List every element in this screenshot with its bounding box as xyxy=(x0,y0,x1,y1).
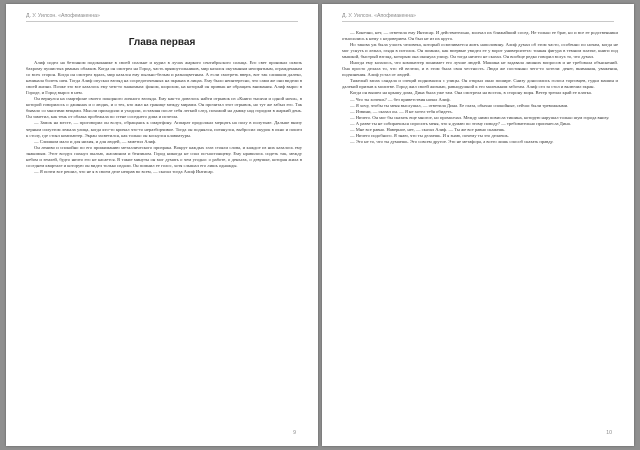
right-page-text xyxy=(342,30,618,145)
paragraph: — Извини, — сказал он. — Я не хотел тебя обидеть. xyxy=(350,108,453,114)
chapter-title: Глава первая xyxy=(128,37,196,48)
paragraph: — Я почти все решил, что не я в своем деле неправ во всем, — сказал тогда Алиф Интисар. xyxy=(34,168,214,174)
paragraph: Он вернулся на смартфоне своего покорного личного взгляда. Ему как-то довелось найти отрывок из «Книги тысячи и одной ночи», в которой говорилось о джиннах и о людях, и о тех, кто жил на границе между мирами. Он прочитал этот отрывок, но тут же забыл его. Так бывало со многими вещами. Мысли приходили и уходили, оставляя после себя легкий след, похожий на дымку над городом в жаркий день. Он заметил, как тень от облака пробежала по стене соседнего дома и исчезла. xyxy=(26,96,302,120)
running-head-left: Д. У. Уилсон. «Апофеиакенна» xyxy=(26,13,298,22)
paragraph: — Ничего. Он мог бы сказать еще многое, но промолчал. Между ними повисла тишина, которую нарушал только шум города внизу. xyxy=(350,114,610,120)
page-number-right: 10 xyxy=(606,430,612,436)
left-page xyxy=(6,4,318,446)
paragraph: Тяжелый запах сандала и специй поднимался с улицы. Он открыл окно пошире. Снизу доносились голоса торговцев, гудки машин и далекий призыв к молитве. Город жил своей жизнью, равнодушной к его маленьким заботам. Алиф сел за стол и включил экран. xyxy=(342,78,618,90)
paragraph: Алиф сидел на бетонном подоконнике в своей спальне и курил в лучах жаркого сентябрьского солнца. Его свет проникал сквозь бахрому пушистых рваных облаков. Когда он смотрел на Город, часть прямоугольников, мир казался окутанным неопрятным, огражденным со всех сторон. Когда он смотрел вдаль, мир казался ему пыльно-белым и разноцветным. А если смотреть вверх, вот так слишком далеко, начинала болеть шея. Тогда Алиф опускал взгляд на сосредоточенных на экранах в лицах. Ему было неинтересно, что сами же они видели в своей жизни. Позже это все казалось ему чем-то знакомым: фоном, шорохом, на который он привык не обращать внимания. Алиф вырос в Городе, и Город вырос в нем. xyxy=(26,60,302,96)
paragraph: — Ничего подобного. Я знаю, что ты делаешь. И я знаю, почему ты это делаешь. xyxy=(350,132,509,138)
paragraph: Он лениво и спокойно по его прижиманию металлического призрака. Вокруг каждых глаз стояли слова, и каждое из них казалось ему знакомым. Этот воздух пахнул пылью, жасмином и бензином. Город никогда не спал по-настоящему. Ему нравилось сидеть так, между небом и землей, будто ничто его не касается. В такие минуты он мог думать о чем угодно: о работе, о деньгах, о девушке, которая жила в соседнем квартале и которую он видел только издали. Он помнил ее голос, хотя слышал его лишь однажды. xyxy=(26,144,302,168)
paragraph: — Это не то, что ты думаешь. Это совсем другое. Это не метафора, а всего лишь способ сказать правду. xyxy=(350,138,554,144)
paragraph: Но такова уж была участь человека, который осмеливается жить наполовину. Алиф думал об этом часто, особенно по ночам, когда не мог уснуть и лежал, глядя в потолок. Он помнил, как впервые увидел ее у ворот университета: тонкая фигура в темном платке, книги под мышкой, быстрый взгляд, которым она окинула улицу. Он тогда ничего не сказал. Он вообще редко говорил вслух то, что думал. xyxy=(342,42,618,60)
paragraph: — Замок на месте, — проговорил он вслух, обращаясь к смартфону. Аппарат продолжал мерцать на полу в полутьме. Дальше внизу черным силуэтом лежала улица, когда кто-то кричал что-то неразборчивое. Тогда он поднялся, потянулся, выбросил окурок в окно и пошел к столу, где стоял компьютер. Экран засветился, как только он коснулся клавиатуры. xyxy=(26,120,302,138)
paragraph: — Мне все равно. Наверное, нет, — сказал Алиф. — Ты же все равно скажешь. xyxy=(350,126,506,132)
paragraph: Когда он вышел на крышу дома, Дина была уже там. Она смотрела на восток, в сторону моря. Ветер трепал край ее платка. xyxy=(350,90,592,96)
left-page-text xyxy=(26,60,302,175)
paragraph: — Конечно, нет, — ответила ему Интисар. И действительно, молчал их ближайший сосед. Не только ее брат, но и все ее родственники относились к нему с недоверием. Он был не из их круга. xyxy=(342,30,618,42)
paragraph: — А разве ты не собираешься спросить меня, что я думаю по этому поводу? — требовательно произнесла Дина. xyxy=(350,120,571,126)
right-page xyxy=(322,4,634,446)
book-spread xyxy=(6,4,634,446)
running-head-right: Д. У. Уилсон. «Апофеиакенна» xyxy=(342,13,614,22)
paragraph: Иногда ему казалось, что компьютер понимает его лучше людей. Машина не задавала лишних вопросов и не требовала объяснений. Она просто делала то, что ей велели, и в этом была своя честность. Люди же постоянно чего-то хотели: денег, внимания, уважения, подчинения. Алиф устал от людей. xyxy=(342,60,618,78)
paragraph: — Слишком мало и для нихия, и для людей, — заметил Алиф. xyxy=(34,138,157,144)
paragraph: — Я хочу, чтобы ты меня выслушал, — ответила Дина. Ее глаза, обычно спокойные, сейчас были тревожными. xyxy=(350,102,569,108)
paragraph: — Что ты хочешь? — без приветствия начал Алиф. xyxy=(350,96,451,102)
page-number-left: 9 xyxy=(293,430,296,436)
